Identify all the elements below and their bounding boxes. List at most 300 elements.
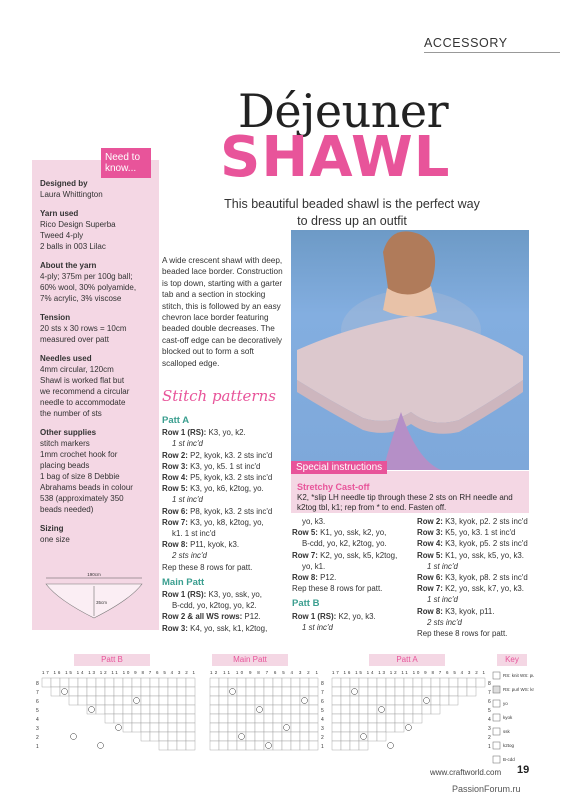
size-depth-label: 35cm	[96, 600, 108, 605]
sidebar-text: 4mm circular, 120cm Shawl is worked flat but we recommend a circular needle to accommodate the number of sts	[40, 365, 130, 418]
chart-column-numbers: 17 16 15 14 13 12 11 10 9 8 7 6 5 4 3 2 1	[332, 670, 485, 675]
chart-cell	[291, 723, 300, 732]
pattern-repeat-note: Rep these 8 rows for patt.	[162, 562, 253, 572]
pattern-row	[162, 427, 290, 438]
chart-cell	[141, 714, 150, 723]
chart-cell	[246, 678, 255, 687]
chart-cell	[237, 687, 246, 696]
pattern-row	[162, 623, 290, 634]
row-instruction: K3, kyok, p8. 2 sts inc'd	[442, 573, 528, 583]
main-patt-chart	[210, 670, 324, 750]
special-instructions-box	[291, 471, 529, 513]
chart-cell	[282, 741, 291, 750]
pattern-row	[162, 539, 290, 550]
size-width-label: 190cm	[87, 572, 101, 577]
key-label: yo	[503, 701, 508, 706]
chart-cell	[114, 714, 123, 723]
chart-cell	[282, 687, 291, 696]
chart-row-number: 1	[321, 744, 324, 750]
chart-cell	[237, 723, 246, 732]
chart-column-numbers: 17 16 15 14 13 12 11 10 9 8 7 6 5 4 3 2 1	[42, 670, 195, 675]
chart-cell	[255, 741, 264, 750]
key-symbols	[492, 668, 534, 774]
chart-cell	[332, 696, 341, 705]
pattern-row	[162, 589, 290, 600]
sidebar-text: one size	[40, 535, 70, 544]
chart-cell	[368, 723, 377, 732]
chart-cell	[168, 714, 177, 723]
chart-yo-symbol	[406, 725, 412, 731]
chart-cell	[300, 741, 309, 750]
pattern-row	[162, 506, 290, 517]
chart-cell	[300, 687, 309, 696]
chart-cell	[150, 678, 159, 687]
row-instruction: K5, yo, k3. 1 st inc'd	[442, 528, 516, 538]
chart-cell	[78, 678, 87, 687]
chart-cell	[431, 678, 440, 687]
knitting-charts	[32, 666, 492, 776]
chart-cell	[186, 696, 195, 705]
shawl-size-diagram	[38, 570, 150, 626]
chart-cell	[386, 687, 395, 696]
chart-cell	[332, 741, 341, 750]
chart-cell	[228, 696, 237, 705]
chart-cell	[467, 687, 476, 696]
chart-cell	[413, 678, 422, 687]
row-instruction: K2, yo, k3.	[336, 611, 376, 621]
chart-cell	[282, 705, 291, 714]
row-instruction: P2, kyok, k3. 2 sts inc'd	[187, 450, 273, 460]
pattern-row	[417, 538, 537, 549]
chart-cell	[273, 705, 282, 714]
chart-row-number: 2	[321, 735, 324, 741]
chart-cell	[186, 741, 195, 750]
pattern-repeat-note: Rep these 8 rows for patt.	[292, 584, 383, 594]
chart-cell	[350, 723, 359, 732]
sidebar-text: stitch markers 1mm crochet hook for placing beads 1 bag of size 8 Debbie Abrahams beads in colour 538 (approximately 350 beads needed)	[40, 439, 133, 514]
pattern-continuation: k1. 1 st inc'd	[172, 529, 216, 539]
chart-row-number: 7	[36, 690, 39, 696]
stitch-count: 1 st inc'd	[427, 595, 458, 605]
row-label: Row 1 (RS):	[162, 590, 207, 600]
chart-cell	[332, 678, 341, 687]
chart-row-number: 2	[36, 735, 39, 741]
chart-cell	[168, 687, 177, 696]
chart-cell	[377, 714, 386, 723]
key-swatch	[493, 756, 500, 763]
chart-cell	[123, 678, 132, 687]
row-instruction: K2, yo, ssk, k5, k2tog,	[317, 550, 398, 560]
chart-cell	[449, 678, 458, 687]
chart-cell	[386, 714, 395, 723]
chart-cell	[449, 687, 458, 696]
footer-url[interactable]: www.craftworld.com	[430, 768, 502, 777]
chart-cell	[341, 696, 350, 705]
chart-cell	[159, 705, 168, 714]
pattern-row	[162, 472, 290, 483]
sidebar-heading: Other supplies	[40, 428, 97, 437]
chart-cell	[237, 678, 246, 687]
chart-cell	[350, 714, 359, 723]
chart-cell	[210, 714, 219, 723]
chart-cell	[291, 678, 300, 687]
row-instruction: P5, kyok, k3. 2 sts inc'd	[187, 473, 273, 483]
chart-cell	[96, 678, 105, 687]
chart-cell	[210, 723, 219, 732]
key-label: B-cdd	[503, 757, 515, 762]
row-instruction: K3, yo, k6, k2tog, yo.	[187, 484, 264, 494]
row-label: Row 8:	[162, 540, 188, 550]
patt-a-chart	[332, 670, 491, 750]
pattern-row	[162, 611, 290, 622]
chart-cell	[341, 723, 350, 732]
chart-cell	[237, 714, 246, 723]
chart-row-number: 2	[488, 735, 491, 741]
chart-cell	[377, 723, 386, 732]
stitch-count: 1 st inc'd	[172, 495, 203, 505]
chart-cell	[291, 687, 300, 696]
row-label: Row 5:	[417, 550, 443, 560]
chart-cell	[300, 714, 309, 723]
special-head: Special instructions	[291, 461, 387, 474]
pattern-row	[417, 572, 537, 583]
chart-cell	[300, 705, 309, 714]
chart-cell	[255, 714, 264, 723]
chart-cell	[168, 705, 177, 714]
chart-cell	[132, 705, 141, 714]
chart-cell	[105, 678, 114, 687]
chart-cell	[123, 723, 132, 732]
chart-cell	[96, 687, 105, 696]
chart-cell	[359, 705, 368, 714]
chart-cell	[228, 732, 237, 741]
chart-cell	[237, 741, 246, 750]
row-label: Row 5:	[292, 528, 318, 538]
pattern-row	[292, 527, 412, 538]
chart-cell	[350, 732, 359, 741]
chart-row-number: 1	[488, 744, 491, 750]
row-instruction: K3, yo, k2.	[206, 428, 246, 438]
pattern-row	[417, 516, 537, 527]
special-text: K2, *slip LH needle tip through these 2 sts on RH needle and k2tog tbl, k1; rep from * to end. Fasten off.	[297, 492, 513, 512]
pattern-heading: Patt B	[292, 598, 320, 610]
chart-cell	[210, 705, 219, 714]
chart-cell	[210, 696, 219, 705]
sidebar-text: Laura Whittington	[40, 190, 103, 199]
chart-cell	[246, 705, 255, 714]
pattern-column-1	[162, 411, 290, 634]
chart-cell	[341, 741, 350, 750]
row-instruction: P12.	[317, 573, 337, 583]
chart-row-number: 3	[36, 726, 39, 732]
chart-cell	[186, 687, 195, 696]
chart-cell	[159, 732, 168, 741]
chart-yo-symbol	[71, 734, 77, 740]
chart-cell	[413, 714, 422, 723]
chart-cell	[309, 696, 318, 705]
chart-cell	[78, 687, 87, 696]
stitch-patterns-heading: Stitch patterns	[162, 387, 276, 405]
chart-cell	[150, 714, 159, 723]
chart-cell	[291, 732, 300, 741]
chart-cell	[255, 678, 264, 687]
chart-cell	[309, 678, 318, 687]
stitch-count: 1 st inc'd	[427, 561, 458, 571]
chart-cell	[458, 678, 467, 687]
chart-cell	[309, 732, 318, 741]
chart-cell	[273, 714, 282, 723]
chart-cell	[150, 687, 159, 696]
chart-cell	[332, 687, 341, 696]
chart-cell	[228, 723, 237, 732]
chart-cell	[264, 732, 273, 741]
chart-row-number: 4	[321, 717, 324, 723]
chart-cell	[132, 678, 141, 687]
chart-row-number: 3	[321, 726, 324, 732]
chart-cell	[359, 741, 368, 750]
row-instruction: K4, yo, ssk, k1, k2tog,	[187, 623, 268, 633]
chart-cell	[78, 696, 87, 705]
chart-cell	[291, 741, 300, 750]
sidebar-heading: About the yarn	[40, 261, 97, 270]
chart-cell	[395, 678, 404, 687]
chart-cell	[404, 714, 413, 723]
row-label: Row 7:	[417, 584, 443, 594]
chart-cell	[377, 678, 386, 687]
chart-cell	[449, 696, 458, 705]
chart-cell	[177, 714, 186, 723]
chart-cell	[386, 678, 395, 687]
chart-cell	[422, 687, 431, 696]
chart-cell	[359, 723, 368, 732]
chart-cell	[177, 678, 186, 687]
chart-cell	[159, 678, 168, 687]
chart-cell	[404, 696, 413, 705]
pattern-heading: Main Patt	[162, 576, 205, 588]
chart-cell	[168, 741, 177, 750]
chart-cell	[377, 696, 386, 705]
key-swatch	[493, 700, 500, 707]
pattern-row	[417, 583, 537, 594]
chart-cell	[159, 723, 168, 732]
chart-cell	[228, 705, 237, 714]
chart-cell	[341, 714, 350, 723]
chart-cell	[246, 723, 255, 732]
chart-cell	[440, 696, 449, 705]
chart-cell	[377, 732, 386, 741]
chart-cell	[210, 687, 219, 696]
chart-cell	[132, 714, 141, 723]
chart-cell	[395, 714, 404, 723]
chart-cell	[87, 687, 96, 696]
chart-cell	[123, 687, 132, 696]
shawl-photo	[291, 230, 529, 470]
chart-cell	[273, 741, 282, 750]
chart-column-numbers: 12 11 10 9 8 7 6 5 4 3 2 1	[210, 670, 318, 675]
chart-cell	[96, 696, 105, 705]
chart-cell	[105, 696, 114, 705]
key-label: kyok	[503, 715, 513, 720]
row-label: Row 1 (RS):	[292, 611, 337, 621]
pattern-row	[162, 483, 290, 494]
chart-cell	[87, 678, 96, 687]
chart-cell	[291, 714, 300, 723]
chart-cell	[404, 705, 413, 714]
chart-cell	[96, 705, 105, 714]
chart-cell	[395, 687, 404, 696]
chart-cell	[219, 732, 228, 741]
key-label: RS: purl WS: knit	[503, 687, 534, 692]
chart-cell	[264, 723, 273, 732]
chart-cell	[332, 723, 341, 732]
chart-cell	[341, 705, 350, 714]
chart-cell	[291, 705, 300, 714]
chart-cell	[255, 723, 264, 732]
chart-cell	[368, 678, 377, 687]
chart-head-key: Key	[497, 654, 527, 666]
sidebar-heading: Yarn used	[40, 209, 79, 218]
chart-cell	[300, 678, 309, 687]
chart-cell	[309, 723, 318, 732]
key-swatch	[493, 672, 500, 679]
chart-yo-symbol	[116, 725, 122, 731]
chart-row-number: 6	[321, 699, 324, 705]
chart-cell	[359, 714, 368, 723]
chart-head-main-patt: Main Patt	[212, 654, 288, 666]
title-script: Déjeuner	[238, 84, 449, 138]
chart-cell	[386, 705, 395, 714]
pattern-row	[292, 550, 412, 561]
row-label: Row 3:	[162, 461, 188, 471]
chart-cell	[300, 723, 309, 732]
chart-cell	[114, 678, 123, 687]
row-instruction: K1, yo, ssk, k2, yo,	[317, 528, 387, 538]
chart-cell	[150, 705, 159, 714]
pattern-row	[417, 527, 537, 538]
chart-cell	[395, 705, 404, 714]
chart-cell	[150, 723, 159, 732]
chart-cell	[341, 687, 350, 696]
chart-cell	[69, 678, 78, 687]
row-label: Row 4:	[417, 539, 443, 549]
row-instruction: K3, kyok, p2. 2 sts inc'd	[442, 517, 528, 526]
sidebar-text: 20 sts x 30 rows = 10cm measured over patt	[40, 324, 127, 344]
key-swatch	[493, 742, 500, 749]
chart-cell	[237, 696, 246, 705]
chart-row-number: 4	[488, 717, 491, 723]
stitch-count: 2 sts inc'd	[172, 551, 207, 561]
row-label: Row 6:	[417, 573, 443, 583]
chart-cell	[255, 696, 264, 705]
chart-cell	[431, 696, 440, 705]
chart-cell	[309, 705, 318, 714]
title-bold: SHAWL	[220, 125, 451, 190]
pattern-row	[292, 611, 412, 622]
key-label: RS: knit WS: purl	[503, 673, 534, 678]
chart-cell	[264, 714, 273, 723]
chart-cell	[141, 687, 150, 696]
chart-cell	[132, 687, 141, 696]
chart-row-number: 5	[36, 708, 39, 714]
key-swatch	[493, 728, 500, 735]
chart-cell	[228, 678, 237, 687]
chart-row-number: 8	[36, 681, 39, 687]
chart-cell	[168, 732, 177, 741]
row-label: Row 7:	[162, 517, 188, 527]
special-sub: Stretchy Cast-off	[297, 482, 370, 492]
row-instruction: K1, yo, ssk, k5, yo, k3.	[442, 550, 525, 560]
pattern-column-3	[417, 516, 537, 639]
row-label: Row 8:	[292, 573, 318, 583]
chart-cell	[309, 687, 318, 696]
chart-cell	[237, 705, 246, 714]
chart-head-patt-a: Patt A	[369, 654, 445, 666]
chart-cell	[273, 687, 282, 696]
chart-cell	[141, 723, 150, 732]
sidebar-heading: Sizing	[40, 524, 64, 533]
row-instruction: K3, yo, k8, k2tog, yo,	[187, 517, 264, 527]
chart-cell	[177, 741, 186, 750]
sidebar-heading: Designed by	[40, 179, 88, 188]
row-instruction: K3, kyok, p11.	[442, 606, 495, 616]
row-instruction: K2, yo, ssk, k7, yo, k3.	[442, 584, 525, 594]
chart-cell	[51, 678, 60, 687]
chart-cell	[273, 696, 282, 705]
chart-cell	[141, 678, 150, 687]
pattern-repeat-note: Rep these 8 rows for patt.	[417, 629, 508, 639]
row-label: Row 3:	[162, 623, 188, 633]
chart-yo-symbol	[98, 743, 104, 749]
chart-cell	[186, 723, 195, 732]
stitch-count: 1 st inc'd	[172, 439, 203, 449]
chart-cell	[186, 705, 195, 714]
chart-cell	[413, 687, 422, 696]
chart-cell	[282, 696, 291, 705]
chart-cell	[177, 723, 186, 732]
pattern-continuation: B-cdd, yo, k2, k2tog, yo.	[302, 539, 387, 549]
row-label: Row 2:	[162, 450, 188, 460]
chart-cell	[413, 705, 422, 714]
need-to-know-sidebar	[32, 160, 159, 630]
sidebar-blocks	[40, 178, 153, 545]
row-label: Row 6:	[162, 506, 188, 516]
chart-cell	[69, 696, 78, 705]
chart-cell	[210, 678, 219, 687]
chart-cell	[359, 678, 368, 687]
pattern-continuation: yo, k3.	[302, 517, 326, 526]
chart-cell	[69, 687, 78, 696]
chart-cell	[159, 714, 168, 723]
chart-cell	[219, 714, 228, 723]
pattern-row	[162, 450, 290, 461]
chart-cell	[60, 678, 69, 687]
chart-cell	[282, 714, 291, 723]
chart-cell	[273, 732, 282, 741]
row-label: Row 8:	[417, 606, 443, 616]
chart-cell	[219, 741, 228, 750]
chart-cell	[87, 696, 96, 705]
row-label: Row 1 (RS):	[162, 428, 207, 438]
chart-cell	[273, 678, 282, 687]
chart-cell	[177, 687, 186, 696]
stitch-count: 2 sts inc'd	[427, 617, 462, 627]
chart-cell	[141, 705, 150, 714]
stitch-count: 1 st inc'd	[302, 622, 333, 632]
chart-cell	[177, 705, 186, 714]
chart-cell	[350, 705, 359, 714]
chart-cell	[246, 714, 255, 723]
chart-cell	[150, 732, 159, 741]
